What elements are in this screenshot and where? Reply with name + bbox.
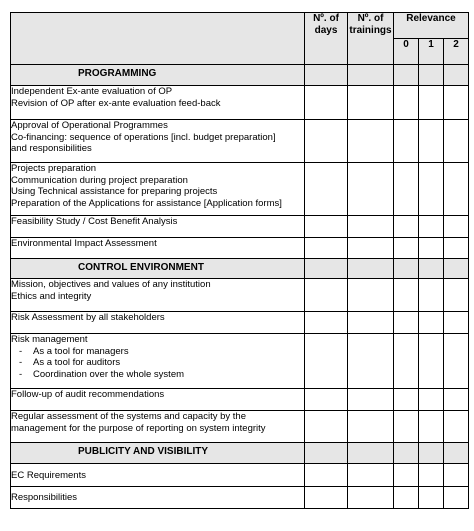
bullet-list: [11, 346, 304, 381]
row-description: [11, 487, 305, 509]
header-trainings: [348, 13, 394, 65]
relevance-2-cell[interactable]: [444, 464, 469, 487]
relevance-2-cell[interactable]: [444, 389, 469, 411]
dash-icon: -: [19, 368, 23, 380]
trainings-cell[interactable]: [348, 120, 394, 163]
relevance-0-cell[interactable]: [394, 464, 419, 487]
row-line: Risk Assessment by all stakeholders: [11, 312, 165, 323]
days-cell[interactable]: [305, 464, 348, 487]
table-row: [11, 163, 469, 216]
table-row: [11, 238, 469, 259]
relevance-1-cell[interactable]: [419, 216, 444, 238]
bullet-text: Coordination over the whole system: [33, 368, 185, 380]
row-line: Feasibility Study / Cost Benefit Analysis: [11, 216, 178, 227]
days-cell[interactable]: [305, 334, 348, 389]
relevance-2-cell[interactable]: [444, 334, 469, 389]
days-cell[interactable]: [305, 163, 348, 216]
row-description: [11, 163, 305, 216]
bullet-text: As a tool for auditors: [33, 357, 121, 368]
header-description-cell: [11, 13, 305, 65]
days-cell[interactable]: [305, 279, 348, 312]
section-title: PROGRAMMING: [11, 65, 305, 86]
row-line: Communication during project preparation: [11, 174, 188, 186]
trainings-cell[interactable]: [348, 216, 394, 238]
relevance-1-cell[interactable]: [419, 487, 444, 509]
relevance-1-cell[interactable]: [419, 312, 444, 334]
row-line: Mission, objectives and values of any institution: [11, 279, 211, 290]
days-cell[interactable]: [305, 120, 348, 163]
row-line: Approval of Operational Programmes: [11, 120, 168, 131]
relevance-1-cell[interactable]: [419, 120, 444, 163]
section-header-row: [11, 65, 469, 86]
relevance-2-cell[interactable]: [444, 279, 469, 312]
section-title: CONTROL ENVIRONMENT: [11, 259, 305, 279]
row-line: Revision of OP after ex-ante evaluation feed-back: [11, 97, 221, 109]
dash-icon: -: [19, 357, 23, 368]
relevance-0-cell[interactable]: [394, 86, 419, 120]
row-description: [11, 334, 305, 389]
header-trainings-line1: Nº. of: [357, 13, 384, 24]
relevance-0-cell[interactable]: [394, 163, 419, 216]
days-cell[interactable]: [305, 487, 348, 509]
trainings-cell[interactable]: [348, 163, 394, 216]
row-line: and responsibilities: [11, 143, 92, 154]
row-line: Risk management: [11, 334, 88, 345]
bullet-item: [19, 369, 304, 381]
trainings-cell[interactable]: [348, 86, 394, 120]
trainings-cell[interactable]: [348, 312, 394, 334]
bullet-item: [19, 357, 304, 369]
row-line: Preparation of the Applications for assistance [Application forms]: [11, 197, 282, 209]
bullet-text: As a tool for managers: [33, 345, 129, 357]
relevance-1-cell[interactable]: [419, 464, 444, 487]
trainings-cell[interactable]: [348, 238, 394, 259]
header-relevance-0: 0: [394, 39, 419, 65]
header-days: [305, 13, 348, 65]
days-cell[interactable]: [305, 411, 348, 443]
relevance-0-cell[interactable]: [394, 389, 419, 411]
table-row: [11, 464, 469, 487]
relevance-1-cell[interactable]: [419, 86, 444, 120]
row-description: [11, 279, 305, 312]
row-line: management for the purpose of reporting on system integrity: [11, 422, 266, 434]
section-title: PUBLICITY AND VISIBILITY: [11, 443, 305, 464]
table-row: [11, 279, 469, 312]
relevance-2-cell[interactable]: [444, 216, 469, 238]
relevance-1-cell[interactable]: [419, 279, 444, 312]
row-line: Environmental Impact Assessment: [11, 238, 157, 249]
row-line: Follow-up of audit recommendations: [11, 389, 165, 400]
relevance-0-cell[interactable]: [394, 279, 419, 312]
header-days-line2: days: [314, 25, 338, 36]
row-line: Co-financing: sequence of operations [incl. budget preparation]: [11, 131, 276, 143]
relevance-1-cell[interactable]: [419, 389, 444, 411]
bullet-item: [19, 346, 304, 358]
row-description: [11, 216, 305, 238]
header-relevance: Relevance: [394, 13, 469, 39]
row-line: Independent Ex-ante evaluation of OP: [11, 86, 173, 97]
row-description: [11, 86, 305, 120]
table-row: [11, 487, 469, 509]
trainings-cell[interactable]: [348, 464, 394, 487]
relevance-2-cell[interactable]: [444, 120, 469, 163]
section-header-row: [11, 443, 469, 464]
trainings-cell[interactable]: [348, 279, 394, 312]
relevance-1-cell[interactable]: [419, 411, 444, 443]
section-header-row: [11, 259, 469, 279]
relevance-1-cell[interactable]: [419, 334, 444, 389]
trainings-cell[interactable]: [348, 411, 394, 443]
table-row: [11, 86, 469, 120]
row-line: EC Requirements: [11, 470, 86, 481]
relevance-2-cell[interactable]: [444, 86, 469, 120]
relevance-1-cell[interactable]: [419, 163, 444, 216]
row-description: [11, 411, 305, 443]
row-description: [11, 120, 305, 163]
row-description: [11, 312, 305, 334]
header-relevance-1: 1: [419, 39, 444, 65]
relevance-0-cell[interactable]: [394, 216, 419, 238]
relevance-0-cell[interactable]: [394, 487, 419, 509]
table-row: [11, 120, 469, 163]
relevance-0-cell[interactable]: [394, 120, 419, 163]
relevance-2-cell[interactable]: [444, 238, 469, 259]
relevance-0-cell[interactable]: [394, 238, 419, 259]
table-row: [11, 216, 469, 238]
days-cell[interactable]: [305, 312, 348, 334]
table-row: [11, 312, 469, 334]
training-assessment-table: [10, 12, 469, 509]
dash-icon: -: [19, 345, 23, 357]
table-row: [11, 389, 469, 411]
days-cell[interactable]: [305, 238, 348, 259]
header-days-line1: Nº. of: [313, 13, 339, 24]
header-trainings-line2: trainings: [349, 25, 392, 36]
days-cell[interactable]: [305, 389, 348, 411]
relevance-1-cell[interactable]: [419, 238, 444, 259]
row-line: Responsibilities: [11, 492, 78, 503]
trainings-cell[interactable]: [348, 334, 394, 389]
relevance-2-cell[interactable]: [444, 487, 469, 509]
relevance-0-cell[interactable]: [394, 334, 419, 389]
row-description: [11, 389, 305, 411]
relevance-0-cell[interactable]: [394, 312, 419, 334]
relevance-2-cell[interactable]: [444, 411, 469, 443]
table-row: [11, 411, 469, 443]
trainings-cell[interactable]: [348, 487, 394, 509]
header-relevance-2: 2: [444, 39, 469, 65]
days-cell[interactable]: [305, 86, 348, 120]
row-line: Projects preparation: [11, 163, 97, 174]
row-description: [11, 238, 305, 259]
trainings-cell[interactable]: [348, 389, 394, 411]
relevance-0-cell[interactable]: [394, 411, 419, 443]
row-line: Regular assessment of the systems and capacity by the: [11, 411, 246, 422]
days-cell[interactable]: [305, 216, 348, 238]
relevance-2-cell[interactable]: [444, 163, 469, 216]
relevance-2-cell[interactable]: [444, 312, 469, 334]
table-row: [11, 334, 469, 389]
row-line: Using Technical assistance for preparing projects: [11, 186, 218, 197]
row-line: Ethics and integrity: [11, 290, 92, 302]
row-description: [11, 464, 305, 487]
